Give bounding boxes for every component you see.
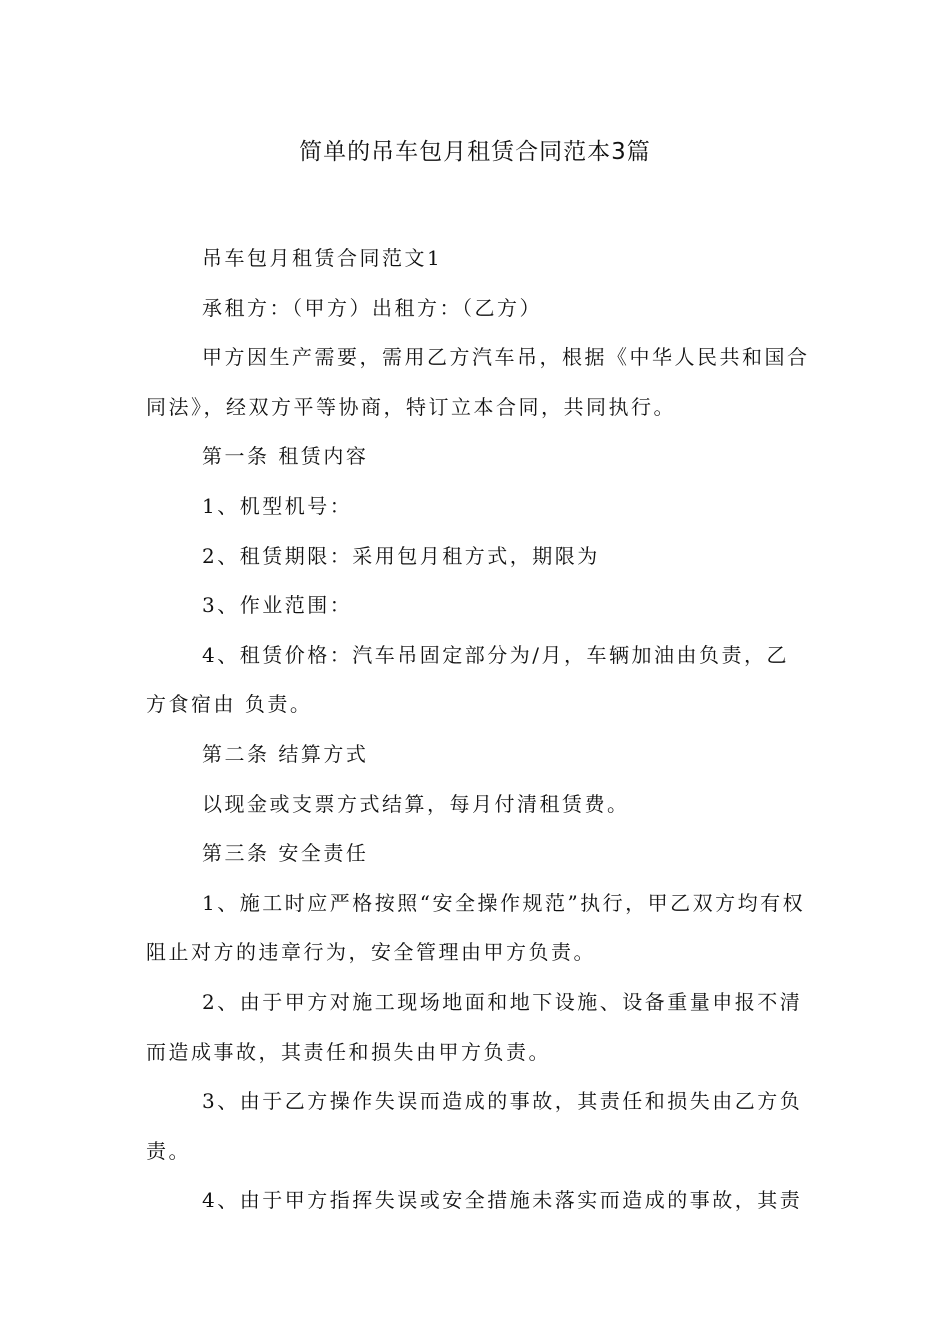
safety-clause-2: 2、由于甲方对施工现场地面和地下设施、设备重量申报不清而造成事故，其责任和损失由甲方负责。: [146, 989, 803, 1064]
article-1-heading: 第一条 租赁内容: [202, 444, 369, 469]
clause-settlement: 以现金或支票方式结算，每月付清租赁费。: [202, 791, 630, 816]
clause-lease-term: 2、租赁期限：采用包月租方式，期限为: [202, 543, 600, 568]
document-title: 简单的吊车包月租赁合同范本3篇: [299, 139, 651, 165]
article-2-heading: 第二条 结算方式: [202, 741, 369, 766]
document-body: [146, 234, 810, 1226]
article-3-heading: 第三条 安全责任: [202, 841, 369, 866]
safety-clause-4: 4、由于甲方指挥失误或安全措施未落实而造成的事故，其责: [202, 1188, 803, 1213]
section-heading-contract-1: 吊车包月租赁合同范文1: [202, 246, 443, 270]
safety-clause-1: 1、施工时应严格按照“安全操作规范”执行，甲乙双方均有权阻止对方的违章行为，安全管理由甲方负责。: [146, 890, 806, 965]
clause-work-scope: 3、作业范围：: [202, 593, 353, 618]
parties-line: 承租方：（甲方）出租方：（乙方）: [202, 295, 542, 320]
preamble-paragraph: 甲方因生产需要，需用乙方汽车吊，根据《中华人民共和国合同法》，经双方平等协商，特订立本合同，共同执行。: [146, 345, 810, 419]
clause-machine-model: 1、机型机号：: [202, 493, 353, 518]
safety-clause-3: 3、由于乙方操作失误而造成的事故，其责任和损失由乙方负责。: [146, 1089, 803, 1163]
clause-lease-price: 4、租赁价格：汽车吊固定部分为/月，车辆加油由负责，乙方食宿由 负责。: [146, 642, 789, 717]
